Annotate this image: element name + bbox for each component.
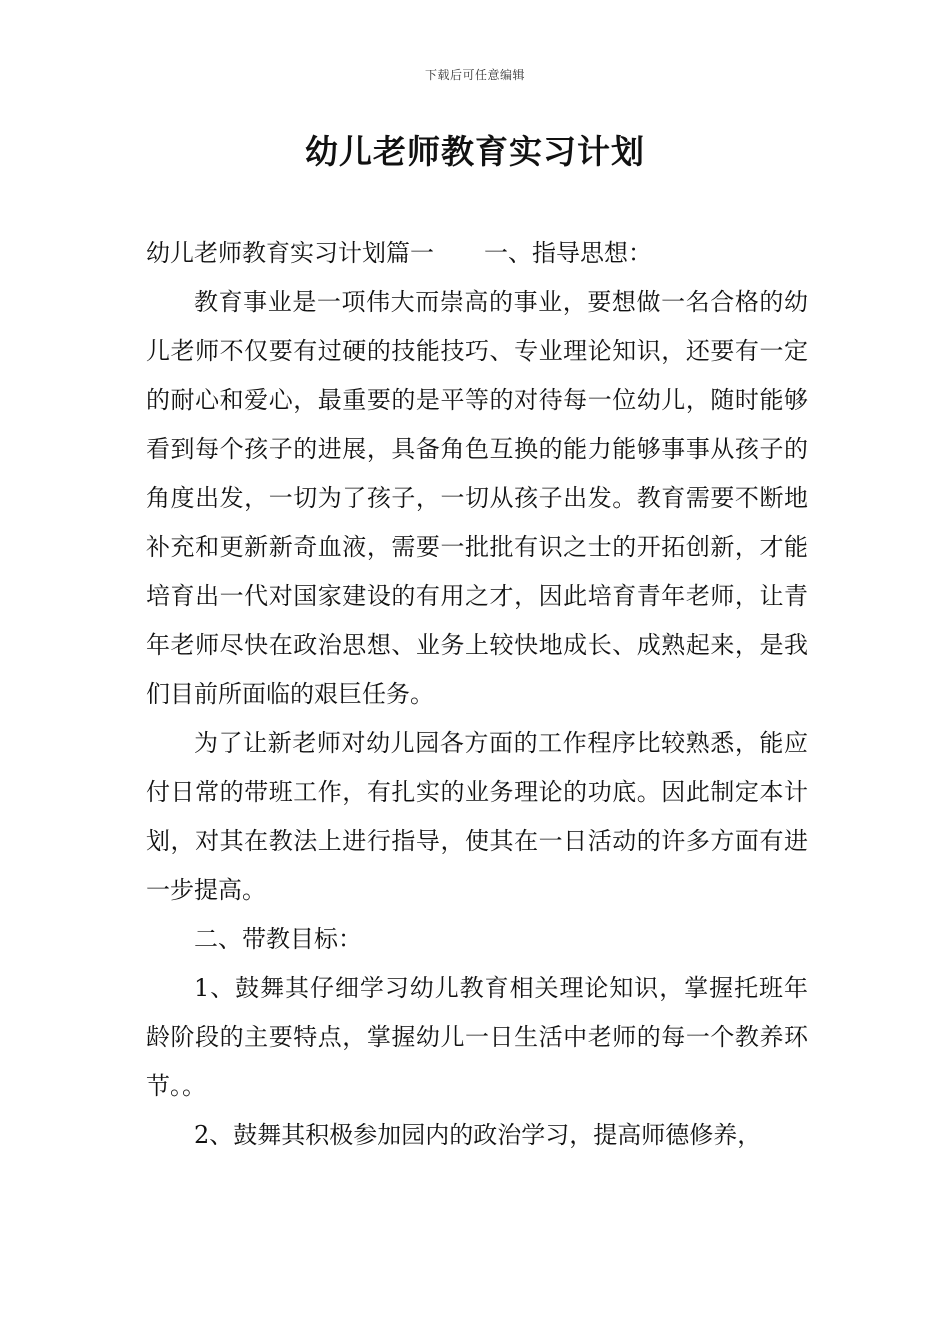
goal-item-1: 1、鼓舞其仔细学习幼儿教育相关理论知识，掌握托班年龄阶段的主要特点，掌握幼儿一日生活中老师的每一个教养环节。。 xyxy=(146,974,808,1100)
section-heading-guidance: 一、指导思想： xyxy=(484,239,652,267)
goal-item-2: 2、鼓舞其积极参加园内的政治学习，提高师德修养， xyxy=(194,1121,762,1149)
document-title: 幼儿老师教育实习计划 xyxy=(305,132,645,171)
section-heading-goals: 二、带教目标： xyxy=(194,925,362,953)
header-note: 下载后可任意编辑 xyxy=(424,68,525,82)
document-body xyxy=(146,229,808,1160)
intro-line xyxy=(146,229,808,278)
intro-label: 幼儿老师教育实习计划篇一 xyxy=(146,239,434,267)
paragraph-guidance: 教育事业是一项伟大而崇高的事业，要想做一名合格的幼儿老师不仅要有过硬的技能技巧、专业理论知识，还要有一定的耐心和爱心，最重要的是平等的对待每一位幼儿，随时能够看到每个孩子的进展，具备角色互换的能力能够事事从孩子的角度出发，一切为了孩子，一切从孩子出发。教育需要不断地补充和更新新奇血液，需要一批批有识之士的开拓创新，才能培育出一代对国家建设的有用之才，因此培育青年老师，让青年老师尽快在政治思想、业务上较快地成长、成熟起来，是我们目前所面临的艰巨任务。 xyxy=(146,288,808,708)
paragraph-purpose: 为了让新老师对幼儿园各方面的工作程序比较熟悉，能应付日常的带班工作，有扎实的业务理论的功底。因此制定本计划，对其在教法上进行指导，使其在一日活动的许多方面有进一步提高。 xyxy=(146,729,808,904)
